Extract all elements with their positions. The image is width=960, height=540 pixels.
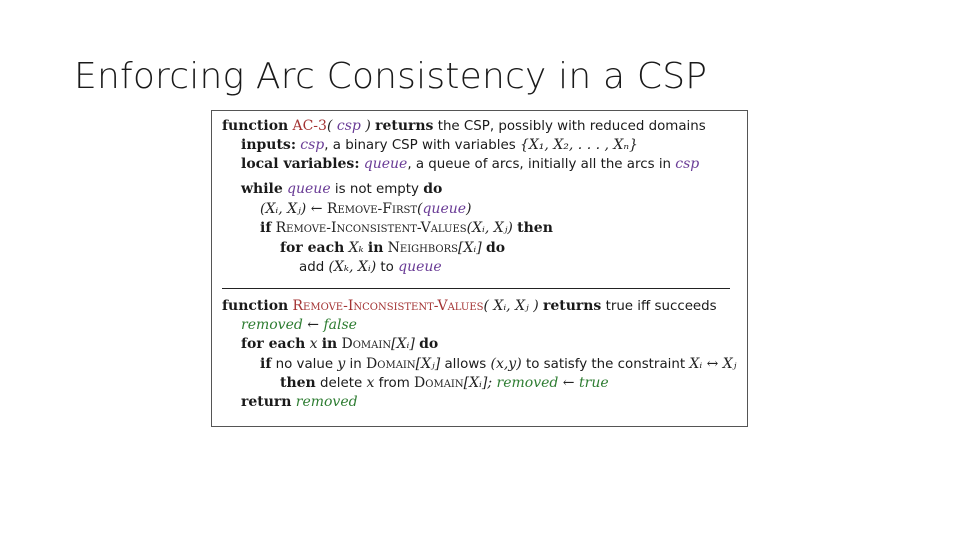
- paren: (: [326, 118, 337, 134]
- function-domain: Domain: [366, 356, 416, 372]
- semicolon: ;: [487, 375, 497, 391]
- from-text: from: [374, 376, 415, 391]
- keyword-local-variables: local variables:: [241, 156, 360, 172]
- var-removed: removed: [496, 375, 559, 391]
- riv-foreach-line: [241, 335, 438, 354]
- keyword-if: if: [260, 356, 272, 372]
- var-x: x: [309, 336, 318, 352]
- riv-then-line: [280, 374, 609, 393]
- keyword-do: do: [485, 240, 506, 256]
- while-desc: is not empty: [330, 182, 424, 197]
- keyword-while: while: [241, 181, 283, 197]
- assign-arrow: ←: [302, 317, 324, 333]
- ac3-add-line: [299, 258, 442, 277]
- ac3-locals-line: [241, 155, 699, 174]
- to-text: to: [376, 260, 399, 275]
- keyword-in: in: [321, 336, 338, 352]
- keyword-then: then: [517, 220, 553, 236]
- var-y: y: [337, 356, 346, 372]
- riv-if-line: [260, 355, 736, 374]
- function-domain: Domain: [414, 375, 464, 391]
- keyword-inputs: inputs:: [241, 137, 296, 153]
- function-name-ac3: AC-3: [292, 118, 327, 134]
- section-divider: [222, 288, 730, 289]
- var-queue: queue: [422, 201, 467, 217]
- assign-arrow: ←: [306, 201, 327, 217]
- keyword-for-each: for each: [241, 336, 306, 352]
- keyword-returns: returns: [375, 118, 434, 134]
- paren: ): [466, 201, 472, 217]
- function-name-riv: Remove-Inconsistent-Values: [292, 298, 484, 314]
- in-text: in: [345, 357, 367, 372]
- var-queue: queue: [287, 181, 331, 197]
- keyword-if: if: [260, 220, 272, 236]
- keyword-function: function: [222, 118, 289, 134]
- returns-desc: true iff succeeds: [601, 299, 717, 314]
- var-xk: Xₖ: [348, 240, 364, 256]
- keyword-return: return: [241, 394, 292, 410]
- ac3-inputs-line: [241, 136, 638, 155]
- value-true: true: [579, 375, 609, 391]
- paren: (: [417, 201, 423, 217]
- ac3-if-line: [260, 219, 553, 238]
- keyword-returns: returns: [542, 298, 602, 314]
- constraint-expression: Xᵢ ↔ Xⱼ: [689, 356, 737, 372]
- constraint-text: to satisfy the constraint: [521, 357, 690, 372]
- ac3-while-line: [241, 180, 442, 199]
- value-false: false: [323, 317, 357, 333]
- function-remove-inconsistent-values: Remove-Inconsistent-Values: [275, 220, 467, 236]
- function-neighbors: Neighbors: [387, 240, 458, 256]
- var-queue: queue: [363, 156, 408, 172]
- arc-tuple: (Xₖ, Xᵢ): [328, 259, 377, 275]
- riv-init-line: [241, 316, 357, 335]
- inputs-desc: , a binary CSP with variables: [324, 138, 520, 153]
- index-xj: [Xⱼ]: [415, 356, 441, 372]
- delete-text: delete: [315, 376, 367, 391]
- keyword-function: function: [222, 298, 289, 314]
- function-domain: Domain: [341, 336, 392, 352]
- keyword-do: do: [419, 336, 439, 352]
- add-text: add: [299, 260, 329, 275]
- arg-csp: csp: [336, 118, 361, 134]
- arc-tuple: ( Xᵢ, Xⱼ ): [483, 298, 539, 314]
- slide-title: Enforcing Arc Consistency in a CSP: [74, 56, 708, 97]
- arc-tuple: (Xᵢ, Xⱼ): [260, 201, 307, 217]
- arc-tuple: (Xᵢ, Xⱼ): [466, 220, 513, 236]
- ac3-foreach-line: [280, 239, 505, 258]
- var-x: x: [366, 375, 375, 391]
- ac3-header-line: [222, 117, 706, 136]
- if-text: no value: [271, 357, 338, 372]
- returns-desc: the CSP, possibly with reduced domains: [433, 119, 706, 134]
- assign-arrow: ←: [558, 375, 579, 391]
- function-remove-first: Remove-First: [326, 201, 417, 217]
- locals-desc: , a queue of arcs, initially all the arcs in: [407, 157, 676, 172]
- algorithm-box: [211, 110, 748, 427]
- var-removed: removed: [295, 394, 358, 410]
- allows-text: allows: [440, 357, 491, 372]
- keyword-then: then: [280, 375, 316, 391]
- arg-csp: csp: [675, 156, 700, 172]
- arg-csp: csp: [300, 137, 325, 153]
- paren: ): [360, 118, 371, 134]
- riv-return-line: [241, 393, 358, 412]
- index-xi: [Xᵢ]: [463, 375, 488, 391]
- keyword-in: in: [367, 240, 384, 256]
- keyword-do: do: [423, 181, 443, 197]
- index-xi: [Xᵢ]: [391, 336, 415, 352]
- variables-set: {X₁, X₂, . . . , Xₙ}: [519, 137, 638, 153]
- var-queue: queue: [398, 259, 442, 275]
- index-xi: [Xᵢ]: [458, 240, 482, 256]
- var-removed: removed: [241, 317, 303, 333]
- ac3-remove-first-line: [260, 200, 472, 219]
- keyword-for-each: for each: [280, 240, 345, 256]
- riv-header-line: [222, 297, 717, 316]
- pair-xy: (x,y): [490, 356, 522, 372]
